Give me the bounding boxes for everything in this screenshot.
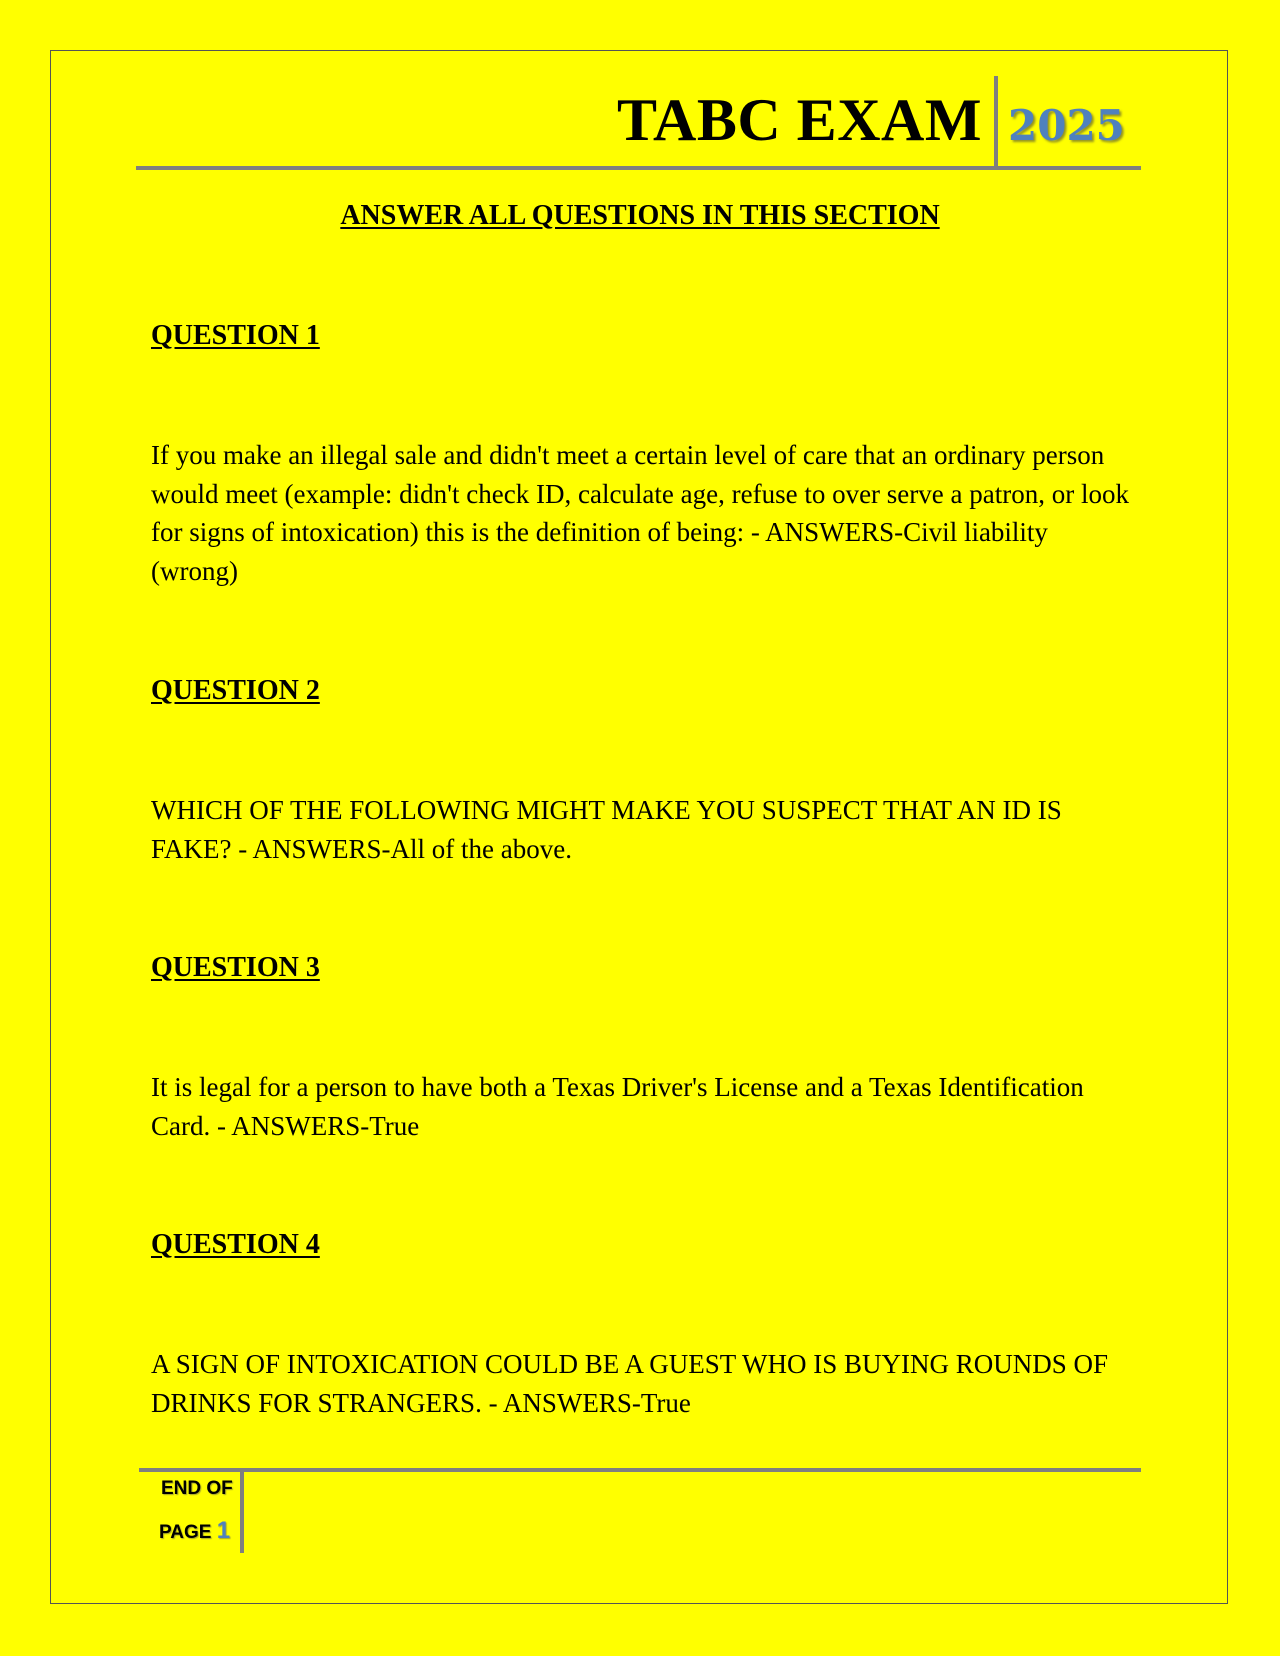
footer-page-label: PAGE — [159, 1522, 212, 1543]
question-4-label: QUESTION 4 — [151, 1229, 320, 1260]
question-2-text: WHICH OF THE FOLLOWING MIGHT MAKE YOU SUSPECT THAT AN ID IS FAKE? - ANSWERS-All of the above. — [151, 795, 1062, 864]
section-heading-text: ANSWER ALL QUESTIONS IN THIS SECTION — [340, 200, 940, 231]
exam-title: TABC EXAM — [616, 87, 982, 153]
footer-rule — [139, 1468, 1141, 1472]
header-vertical-divider — [994, 76, 998, 168]
question-4-text: A SIGN OF INTOXICATION COULD BE A GUEST WHO IS BUYING ROUNDS OF DRINKS FOR STRANGERS. - ANSWERS-True — [151, 1349, 1109, 1418]
footer-page — [159, 1516, 230, 1548]
footer-vertical-divider — [240, 1471, 244, 1553]
footer-page-number: 1 — [216, 1517, 231, 1544]
header-rule — [136, 166, 1141, 170]
question-1-label: QUESTION 1 — [151, 320, 320, 351]
question-3-label: QUESTION 3 — [151, 952, 320, 983]
question-3-text: It is legal for a person to have both a Texas Driver's License and a Texas Identification Card. - ANSWERS-True — [151, 1072, 1084, 1141]
exam-year: 2025 — [1008, 101, 1125, 150]
question-1-text: If you make an illegal sale and didn't meet a certain level of care that an ordinary person would meet (example: didn't check ID, calculate age, refuse to over serve a patron, or look for signs of intoxication) this is the definition of being: - ANSWERS-Civil liability (wrong) — [151, 440, 1129, 586]
question-2-label: QUESTION 2 — [151, 675, 320, 706]
footer-end-of: END OF — [161, 1478, 233, 1499]
section-heading — [0, 198, 1280, 234]
